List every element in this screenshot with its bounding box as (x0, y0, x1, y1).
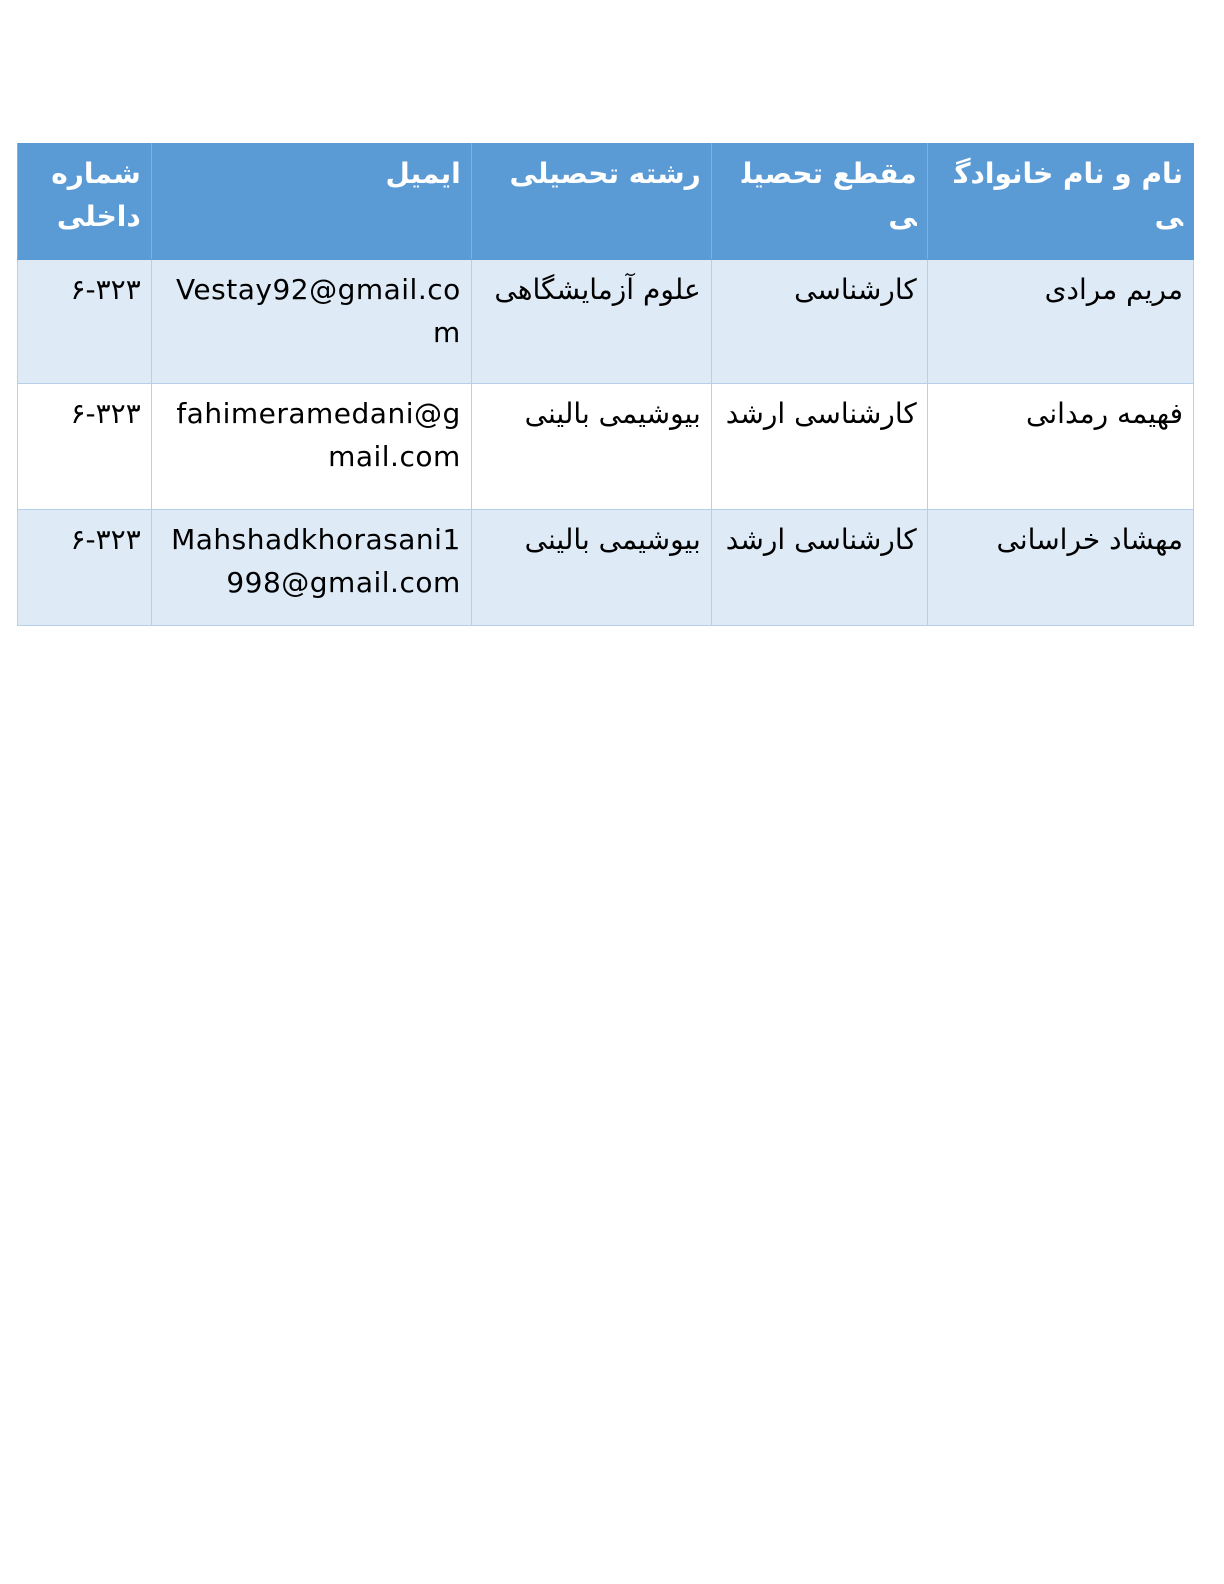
header-email: ایمیل (151, 144, 471, 260)
header-name: نام و نام خانوادگی (927, 144, 1193, 260)
cell-degree: کارشناسی (711, 260, 927, 384)
staff-contact-table (17, 143, 1194, 626)
cell-degree: کارشناسی ارشد (711, 510, 927, 626)
cell-email: Vestay92@gmail.com (151, 260, 471, 384)
cell-degree: کارشناسی ارشد (711, 384, 927, 510)
cell-name: مریم مرادی (927, 260, 1193, 384)
cell-extension: ۶-۳۲۳ (18, 510, 152, 626)
cell-extension: ۶-۳۲۳ (18, 260, 152, 384)
table-row (18, 510, 1194, 626)
table-row (18, 384, 1194, 510)
cell-extension: ۶-۳۲۳ (18, 384, 152, 510)
cell-field: بیوشیمی بالینی (471, 384, 711, 510)
header-field: رشته تحصیلی (471, 144, 711, 260)
header-extension: شماره داخلی (18, 144, 152, 260)
cell-email: Mahshadkhorasani1998@gmail.com (151, 510, 471, 626)
table-body (18, 260, 1194, 626)
header-row (18, 144, 1194, 260)
cell-name: فهیمه رمدانی (927, 384, 1193, 510)
cell-email: fahimeramedani@gmail.com (151, 384, 471, 510)
table-header (18, 144, 1194, 260)
cell-field: علوم آزمایشگاهی (471, 260, 711, 384)
cell-field: بیوشیمی بالینی (471, 510, 711, 626)
header-degree: مقطع تحصیلی (711, 144, 927, 260)
table-row (18, 260, 1194, 384)
cell-name: مهشاد خراسانی (927, 510, 1193, 626)
